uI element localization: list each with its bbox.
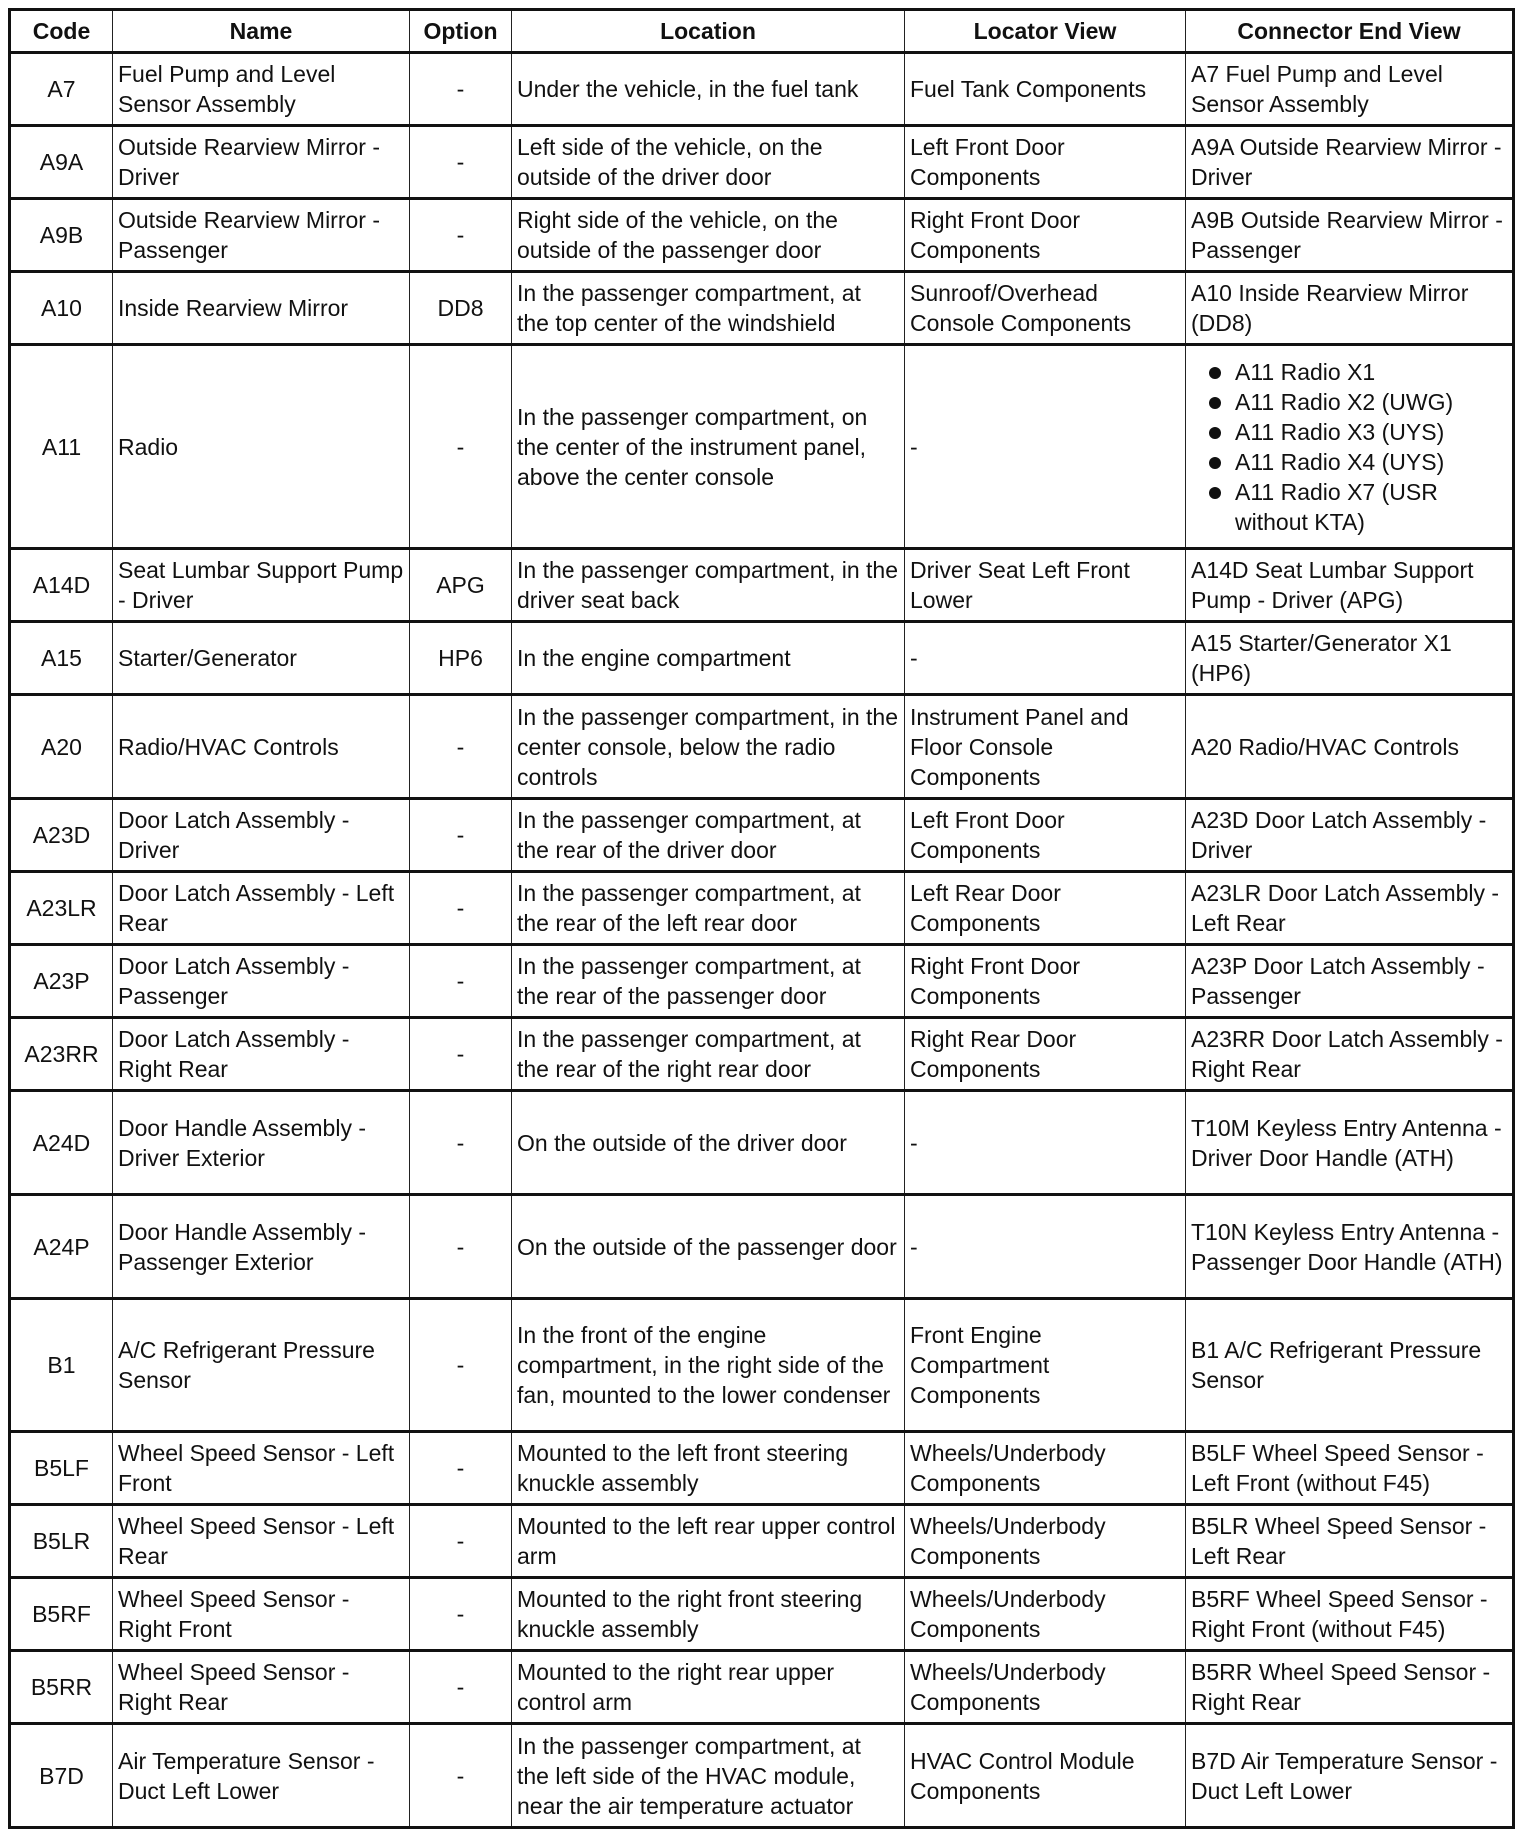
cell-option: - [410, 345, 512, 549]
cell-code: A24P [10, 1195, 113, 1299]
cell-connector-end-view: B5LF Wheel Speed Sensor - Left Front (without F45) [1186, 1432, 1514, 1505]
cell-locator-view: Sunroof/Overhead Console Components [905, 272, 1186, 345]
cell-option: - [410, 1578, 512, 1651]
cell-locator-view: Wheels/Underbody Components [905, 1651, 1186, 1724]
table-row [10, 272, 1514, 345]
cell-connector-end-view [1186, 345, 1514, 549]
cell-connector-end-view: B5RR Wheel Speed Sensor - Right Rear [1186, 1651, 1514, 1724]
cell-code: B1 [10, 1299, 113, 1432]
cell-option: - [410, 1651, 512, 1724]
cell-name: Wheel Speed Sensor - Right Front [113, 1578, 410, 1651]
connector-list-item: A11 Radio X4 (UYS) [1235, 447, 1507, 477]
cell-locator-view: Wheels/Underbody Components [905, 1578, 1186, 1651]
cell-code: B5LF [10, 1432, 113, 1505]
cell-option: - [410, 799, 512, 872]
cell-connector-end-view: A23LR Door Latch Assembly - Left Rear [1186, 872, 1514, 945]
connector-list-item: A11 Radio X3 (UYS) [1235, 417, 1507, 447]
cell-locator-view: - [905, 1195, 1186, 1299]
cell-location: In the passenger compartment, at the rear of the left rear door [512, 872, 905, 945]
cell-option: - [410, 695, 512, 799]
table-row [10, 1651, 1514, 1724]
connector-list [1191, 357, 1507, 537]
cell-locator-view: Wheels/Underbody Components [905, 1432, 1186, 1505]
cell-locator-view: Right Front Door Components [905, 199, 1186, 272]
cell-connector-end-view: A9A Outside Rearview Mirror - Driver [1186, 126, 1514, 199]
table-row [10, 1432, 1514, 1505]
cell-connector-end-view: A14D Seat Lumbar Support Pump - Driver (APG) [1186, 549, 1514, 622]
cell-location: Right side of the vehicle, on the outside of the passenger door [512, 199, 905, 272]
cell-location: On the outside of the driver door [512, 1091, 905, 1195]
cell-location: In the passenger compartment, on the center of the instrument panel, above the center console [512, 345, 905, 549]
cell-code: B5RR [10, 1651, 113, 1724]
cell-locator-view: HVAC Control Module Components [905, 1724, 1186, 1828]
cell-name: A/C Refrigerant Pressure Sensor [113, 1299, 410, 1432]
cell-location: In the passenger compartment, in the center console, below the radio controls [512, 695, 905, 799]
cell-option: - [410, 199, 512, 272]
header-option: Option [410, 10, 512, 53]
cell-option: - [410, 1195, 512, 1299]
cell-option: - [410, 945, 512, 1018]
cell-connector-end-view: B5RF Wheel Speed Sensor - Right Front (without F45) [1186, 1578, 1514, 1651]
cell-name: Wheel Speed Sensor - Right Rear [113, 1651, 410, 1724]
cell-name: Door Latch Assembly - Passenger [113, 945, 410, 1018]
cell-code: A20 [10, 695, 113, 799]
cell-name: Fuel Pump and Level Sensor Assembly [113, 53, 410, 126]
cell-connector-end-view: A20 Radio/HVAC Controls [1186, 695, 1514, 799]
cell-connector-end-view: T10M Keyless Entry Antenna - Driver Door Handle (ATH) [1186, 1091, 1514, 1195]
connector-list-item: A11 Radio X1 [1235, 357, 1507, 387]
cell-location: In the passenger compartment, in the driver seat back [512, 549, 905, 622]
table-row [10, 1091, 1514, 1195]
cell-location: In the engine compartment [512, 622, 905, 695]
cell-code: B5RF [10, 1578, 113, 1651]
cell-name: Outside Rearview Mirror - Driver [113, 126, 410, 199]
cell-connector-end-view: T10N Keyless Entry Antenna - Passenger Door Handle (ATH) [1186, 1195, 1514, 1299]
cell-connector-end-view: B5LR Wheel Speed Sensor - Left Rear [1186, 1505, 1514, 1578]
cell-name: Radio [113, 345, 410, 549]
table-row [10, 549, 1514, 622]
table-row [10, 1724, 1514, 1828]
cell-connector-end-view: B7D Air Temperature Sensor - Duct Left Lower [1186, 1724, 1514, 1828]
cell-name: Door Handle Assembly - Driver Exterior [113, 1091, 410, 1195]
cell-name: Door Latch Assembly - Left Rear [113, 872, 410, 945]
table-row [10, 199, 1514, 272]
cell-name: Wheel Speed Sensor - Left Front [113, 1432, 410, 1505]
cell-connector-end-view: A7 Fuel Pump and Level Sensor Assembly [1186, 53, 1514, 126]
cell-code: A23D [10, 799, 113, 872]
cell-option: HP6 [410, 622, 512, 695]
cell-option: - [410, 1432, 512, 1505]
table-row [10, 945, 1514, 1018]
cell-location: On the outside of the passenger door [512, 1195, 905, 1299]
table-row [10, 622, 1514, 695]
cell-option: - [410, 1505, 512, 1578]
cell-option: APG [410, 549, 512, 622]
cell-code: A14D [10, 549, 113, 622]
cell-connector-end-view: A15 Starter/Generator X1 (HP6) [1186, 622, 1514, 695]
table-row [10, 126, 1514, 199]
cell-option: - [410, 1724, 512, 1828]
cell-locator-view: Right Rear Door Components [905, 1018, 1186, 1091]
cell-locator-view: Wheels/Underbody Components [905, 1505, 1186, 1578]
cell-option: - [410, 126, 512, 199]
cell-code: A15 [10, 622, 113, 695]
cell-connector-end-view: A9B Outside Rearview Mirror - Passenger [1186, 199, 1514, 272]
cell-locator-view: - [905, 1091, 1186, 1195]
header-name: Name [113, 10, 410, 53]
cell-location: In the passenger compartment, at the rear of the passenger door [512, 945, 905, 1018]
cell-locator-view: Driver Seat Left Front Lower [905, 549, 1186, 622]
cell-connector-end-view: A23P Door Latch Assembly - Passenger [1186, 945, 1514, 1018]
cell-locator-view: - [905, 622, 1186, 695]
header-locator-view: Locator View [905, 10, 1186, 53]
cell-location: In the passenger compartment, at the left side of the HVAC module, near the air temperature actuator [512, 1724, 905, 1828]
cell-location: Under the vehicle, in the fuel tank [512, 53, 905, 126]
cell-name: Outside Rearview Mirror - Passenger [113, 199, 410, 272]
header-row [10, 10, 1514, 53]
cell-location: In the passenger compartment, at the top center of the windshield [512, 272, 905, 345]
cell-name: Wheel Speed Sensor - Left Rear [113, 1505, 410, 1578]
cell-connector-end-view: A23RR Door Latch Assembly - Right Rear [1186, 1018, 1514, 1091]
cell-code: A11 [10, 345, 113, 549]
table-row [10, 695, 1514, 799]
cell-location: Mounted to the right rear upper control arm [512, 1651, 905, 1724]
cell-location: In the passenger compartment, at the rear of the right rear door [512, 1018, 905, 1091]
connector-list-item: A11 Radio X7 (USR without KTA) [1235, 477, 1507, 537]
cell-name: Inside Rearview Mirror [113, 272, 410, 345]
table-row [10, 872, 1514, 945]
cell-locator-view: - [905, 345, 1186, 549]
cell-code: A24D [10, 1091, 113, 1195]
cell-option: - [410, 872, 512, 945]
cell-connector-end-view: B1 A/C Refrigerant Pressure Sensor [1186, 1299, 1514, 1432]
table-row [10, 1299, 1514, 1432]
cell-location: Mounted to the left front steering knuckle assembly [512, 1432, 905, 1505]
cell-option: - [410, 53, 512, 126]
cell-connector-end-view: A10 Inside Rearview Mirror (DD8) [1186, 272, 1514, 345]
table-row [10, 53, 1514, 126]
cell-locator-view: Right Front Door Components [905, 945, 1186, 1018]
cell-option: DD8 [410, 272, 512, 345]
cell-name: Seat Lumbar Support Pump - Driver [113, 549, 410, 622]
cell-code: A10 [10, 272, 113, 345]
cell-connector-end-view: A23D Door Latch Assembly - Driver [1186, 799, 1514, 872]
cell-location: Mounted to the left rear upper control arm [512, 1505, 905, 1578]
cell-code: B7D [10, 1724, 113, 1828]
header-connector-end-view: Connector End View [1186, 10, 1514, 53]
cell-name: Door Latch Assembly - Right Rear [113, 1018, 410, 1091]
table-row [10, 1505, 1514, 1578]
cell-locator-view: Fuel Tank Components [905, 53, 1186, 126]
cell-code: A9B [10, 199, 113, 272]
cell-location: In the front of the engine compartment, in the right side of the fan, mounted to the lower condenser [512, 1299, 905, 1432]
cell-code: A23RR [10, 1018, 113, 1091]
cell-name: Door Handle Assembly - Passenger Exterior [113, 1195, 410, 1299]
cell-locator-view: Front Engine Compartment Components [905, 1299, 1186, 1432]
cell-locator-view: Instrument Panel and Floor Console Components [905, 695, 1186, 799]
table-row [10, 1018, 1514, 1091]
table-row [10, 799, 1514, 872]
cell-code: A9A [10, 126, 113, 199]
cell-code: A7 [10, 53, 113, 126]
connector-list-item: A11 Radio X2 (UWG) [1235, 387, 1507, 417]
component-locator-table [8, 8, 1515, 1829]
cell-name: Starter/Generator [113, 622, 410, 695]
cell-name: Radio/HVAC Controls [113, 695, 410, 799]
table-row [10, 1578, 1514, 1651]
cell-code: A23LR [10, 872, 113, 945]
cell-name: Door Latch Assembly - Driver [113, 799, 410, 872]
cell-locator-view: Left Front Door Components [905, 799, 1186, 872]
cell-locator-view: Left Rear Door Components [905, 872, 1186, 945]
cell-option: - [410, 1018, 512, 1091]
header-location: Location [512, 10, 905, 53]
cell-location: Left side of the vehicle, on the outside of the driver door [512, 126, 905, 199]
cell-code: B5LR [10, 1505, 113, 1578]
cell-option: - [410, 1299, 512, 1432]
cell-code: A23P [10, 945, 113, 1018]
cell-option: - [410, 1091, 512, 1195]
cell-locator-view: Left Front Door Components [905, 126, 1186, 199]
header-code: Code [10, 10, 113, 53]
table-row [10, 345, 1514, 549]
cell-location: Mounted to the right front steering knuckle assembly [512, 1578, 905, 1651]
cell-name: Air Temperature Sensor - Duct Left Lower [113, 1724, 410, 1828]
cell-location: In the passenger compartment, at the rear of the driver door [512, 799, 905, 872]
table-row [10, 1195, 1514, 1299]
